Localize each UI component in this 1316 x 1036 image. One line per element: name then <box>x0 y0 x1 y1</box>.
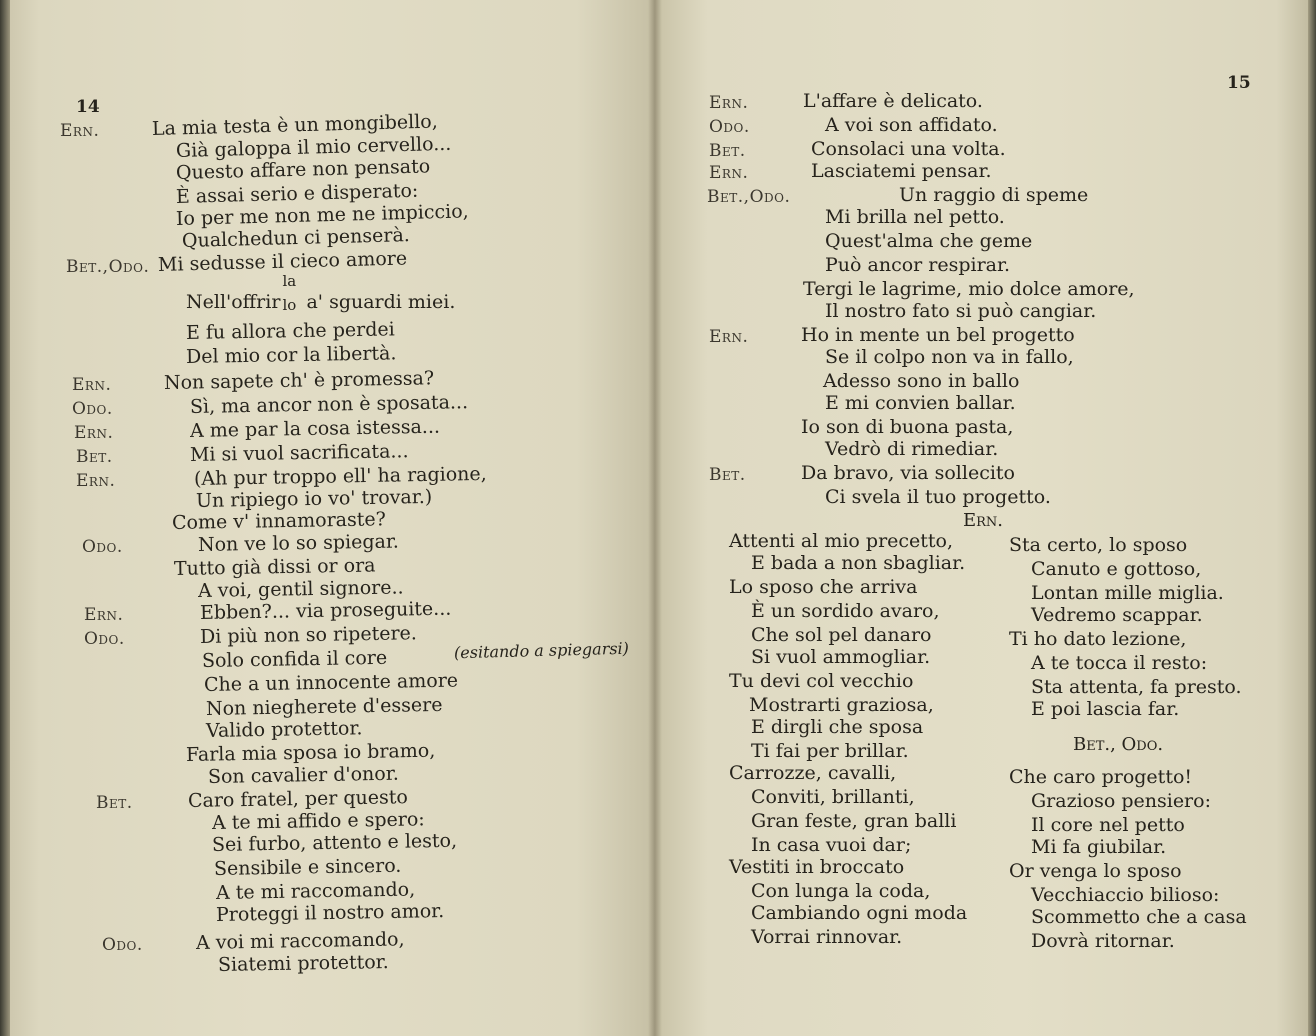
verse-line: Caro fratel, per questo <box>187 786 409 812</box>
verse-line: Attenti al mio precetto, <box>729 530 954 552</box>
verse-line: Carrozze, cavalli, <box>729 762 897 784</box>
speaker-label: Bet. <box>96 793 133 813</box>
speaker-label: Bet. <box>709 141 746 161</box>
speaker-label: Bet.,Odo. <box>66 257 150 277</box>
right-page <box>655 0 1316 1036</box>
verse-line: Ti ho dato lezione, <box>1009 628 1187 650</box>
verse-line: A te tocca il resto: <box>1031 652 1208 674</box>
verse-line: Mi brilla nel petto. <box>825 206 1005 228</box>
verse-line: Non niegherete d'essere <box>205 693 443 720</box>
verse-line: Or venga lo sposo <box>1009 860 1182 882</box>
verse-line: Come v' innamoraste? <box>171 508 387 534</box>
verse-line: Un raggio di speme <box>899 184 1089 206</box>
verse-line: Vorrai rinnovar. <box>751 926 903 948</box>
verse-line: È assai serio e disperato: <box>175 179 419 208</box>
verse-line: Farla mia sposa io bramo, <box>185 739 436 766</box>
verse-line: Di più non so ripetere. <box>199 622 418 648</box>
verse-line: A voi son affidato. <box>825 114 998 136</box>
verse-line: A voi, gentil signore.. <box>197 576 404 602</box>
speaker-label: Bet.,Odo. <box>707 187 791 207</box>
verse-line: Quest'alma che geme <box>825 230 1033 252</box>
verse-line: Sensibile e sincero. <box>213 854 402 880</box>
speaker-label: Ern. <box>709 93 749 113</box>
verse-line: Lo sposo che arriva <box>729 576 918 598</box>
verse-line: E fu allora che perdei <box>185 318 395 344</box>
speaker-label: Ern. <box>709 327 749 347</box>
verse-line: È un sordido avaro, <box>751 600 940 622</box>
verse-line: Un ripiego io vo' trovar.) <box>195 485 433 512</box>
verse-line: Ci svela il tuo progetto. <box>825 486 1051 508</box>
verse-line: Già galoppa il mio cervello... <box>175 132 452 162</box>
verse-line: Lontan mille miglia. <box>1031 582 1224 604</box>
book-edge <box>0 0 10 1036</box>
speaker-label: Odo. <box>709 117 750 137</box>
speaker-label: Odo. <box>72 399 113 419</box>
verse-line: Da bravo, via sollecito <box>801 462 1015 484</box>
book-edge <box>1308 0 1316 1036</box>
verse-line: Vecchiaccio bilioso: <box>1031 884 1220 906</box>
verse-line: E dirgli che sposa <box>751 716 924 738</box>
verse-line: Sta attenta, fa presto. <box>1031 676 1242 698</box>
verse-line: E poi lascia far. <box>1031 698 1180 720</box>
verse-line: Conviti, brillanti, <box>751 786 915 808</box>
verse-line: A te mi raccomando, <box>215 878 416 904</box>
verse-line <box>186 272 456 314</box>
speaker-label: Ern. <box>76 471 116 491</box>
verse-line: Io per me non me ne impiccio, <box>175 200 469 230</box>
verse-line: A te mi affido e spero: <box>211 808 425 834</box>
verse-line: Il nostro fato si può cangiar. <box>825 300 1097 322</box>
verse-line: La mia testa è un mongibello, <box>151 110 439 140</box>
stage-direction: (esitando a spiegarsi) <box>453 638 630 663</box>
speaker-label: Ern. <box>72 375 112 395</box>
verse-line: Qualchedun ci penserà. <box>181 224 411 252</box>
verse-fragment: a' sguardi miei. <box>300 291 456 313</box>
verse-line: Mi fa giubilar. <box>1031 836 1167 858</box>
verse-line: Che a un innocente amore <box>203 669 459 696</box>
verse-line: Non ve lo so spiegar. <box>197 530 400 556</box>
verse-line: Gran feste, gran balli <box>751 810 957 832</box>
verse-line: Ti fai per brillar. <box>751 740 909 762</box>
verse-line: Che sol pel danaro <box>751 624 932 646</box>
speaker-label: Bet. <box>709 465 746 485</box>
verse-line: A voi mi raccomando, <box>195 928 405 954</box>
verse-line: Solo confida il core <box>201 646 388 672</box>
verse-line: Tu devi col vecchio <box>729 670 914 692</box>
verse-line: Dovrà ritornar. <box>1031 930 1175 952</box>
verse-line: Mi si vuol sacrificata... <box>189 440 409 466</box>
verse-line: Tutto già dissi or ora <box>173 554 376 580</box>
page-number: 14 <box>76 97 100 117</box>
verse-line: Proteggi il nostro amor. <box>215 900 445 926</box>
verse-line: Io son di buona pasta, <box>801 416 1014 438</box>
verse-line: Il core nel petto <box>1031 814 1185 836</box>
page-number: 15 <box>1227 73 1251 93</box>
verse-line: Scommetto che a casa <box>1031 906 1247 928</box>
verse-line: Canuto e gottoso, <box>1031 558 1202 580</box>
speaker-label: Odo. <box>84 629 125 649</box>
speaker-label: Ern. <box>84 605 124 625</box>
speaker-label: Odo. <box>82 537 123 557</box>
verse-line: In casa vuoi dar; <box>751 834 912 856</box>
verse-line: Del mio cor la libertà. <box>185 342 397 368</box>
verse-line: Mi sedusse il cieco amore <box>157 247 408 276</box>
verse-line: Sei furbo, attento e lesto, <box>211 829 458 856</box>
verse-line: Vestiti in broccato <box>729 856 905 878</box>
verse-line: Grazioso pensiero: <box>1031 790 1211 812</box>
speaker-label: Bet. <box>76 447 113 467</box>
speaker-label: Odo. <box>102 935 143 955</box>
verse-line: Sì, ma ancor non è sposata... <box>189 391 469 418</box>
verse-line: Adesso sono in ballo <box>823 370 1020 392</box>
verse-line: Sta certo, lo sposo <box>1009 534 1188 556</box>
verse-line: Siatemi protettor. <box>217 951 389 976</box>
section-heading: Ern. <box>963 510 1004 531</box>
verse-line: Non sapete ch' è promessa? <box>163 367 435 394</box>
verse-line: Vedremo scappar. <box>1031 604 1203 626</box>
verse-line: Tergi le lagrime, mio dolce amore, <box>803 278 1135 300</box>
verse-line: Cambiando ogni moda <box>751 902 968 924</box>
left-page <box>0 0 655 1036</box>
verse-line: Si vuol ammogliar. <box>751 646 931 668</box>
verse-fragment: Nell'offrir <box>186 291 281 313</box>
verse-line: Mostrarti graziosa, <box>749 694 934 716</box>
verse-line: A me par la cosa istessa... <box>189 415 441 442</box>
verse-line: L'affare è delicato. <box>803 90 983 112</box>
verse-line: Se il colpo non va in fallo, <box>825 346 1074 368</box>
verse-line: E mi convien ballar. <box>825 392 1016 414</box>
superscript-variant: la <box>282 272 297 290</box>
verse-line: Lasciatemi pensar. <box>811 160 992 182</box>
book-gutter <box>648 0 662 1036</box>
speaker-label: Ern. <box>60 121 100 141</box>
speaker-label: Ern. <box>74 423 114 443</box>
verse-line: (Ah pur troppo ell' ha ragione, <box>193 462 487 490</box>
speaker-label: Ern. <box>709 163 749 183</box>
section-heading: Bet., Odo. <box>1073 734 1164 755</box>
verse-line: Ho in mente un bel progetto <box>801 324 1075 346</box>
verse-line: Son cavalier d'onor. <box>207 762 399 788</box>
verse-line: Con lunga la coda, <box>751 880 931 902</box>
verse-line: Questo affare non pensato <box>175 155 431 184</box>
verse-line: E bada a non sbagliar. <box>751 552 966 574</box>
verse-line: Può ancor respirar. <box>825 254 1011 276</box>
verse-line: Consolaci una volta. <box>811 138 1006 160</box>
verse-line: Che caro progetto! <box>1009 766 1193 788</box>
subscript-variant: lo <box>282 296 297 314</box>
verse-line: Vedrò di rimediar. <box>825 438 999 460</box>
verse-line: Valido protettor. <box>205 717 363 742</box>
verse-line: Ebben?... via proseguite... <box>199 597 452 624</box>
